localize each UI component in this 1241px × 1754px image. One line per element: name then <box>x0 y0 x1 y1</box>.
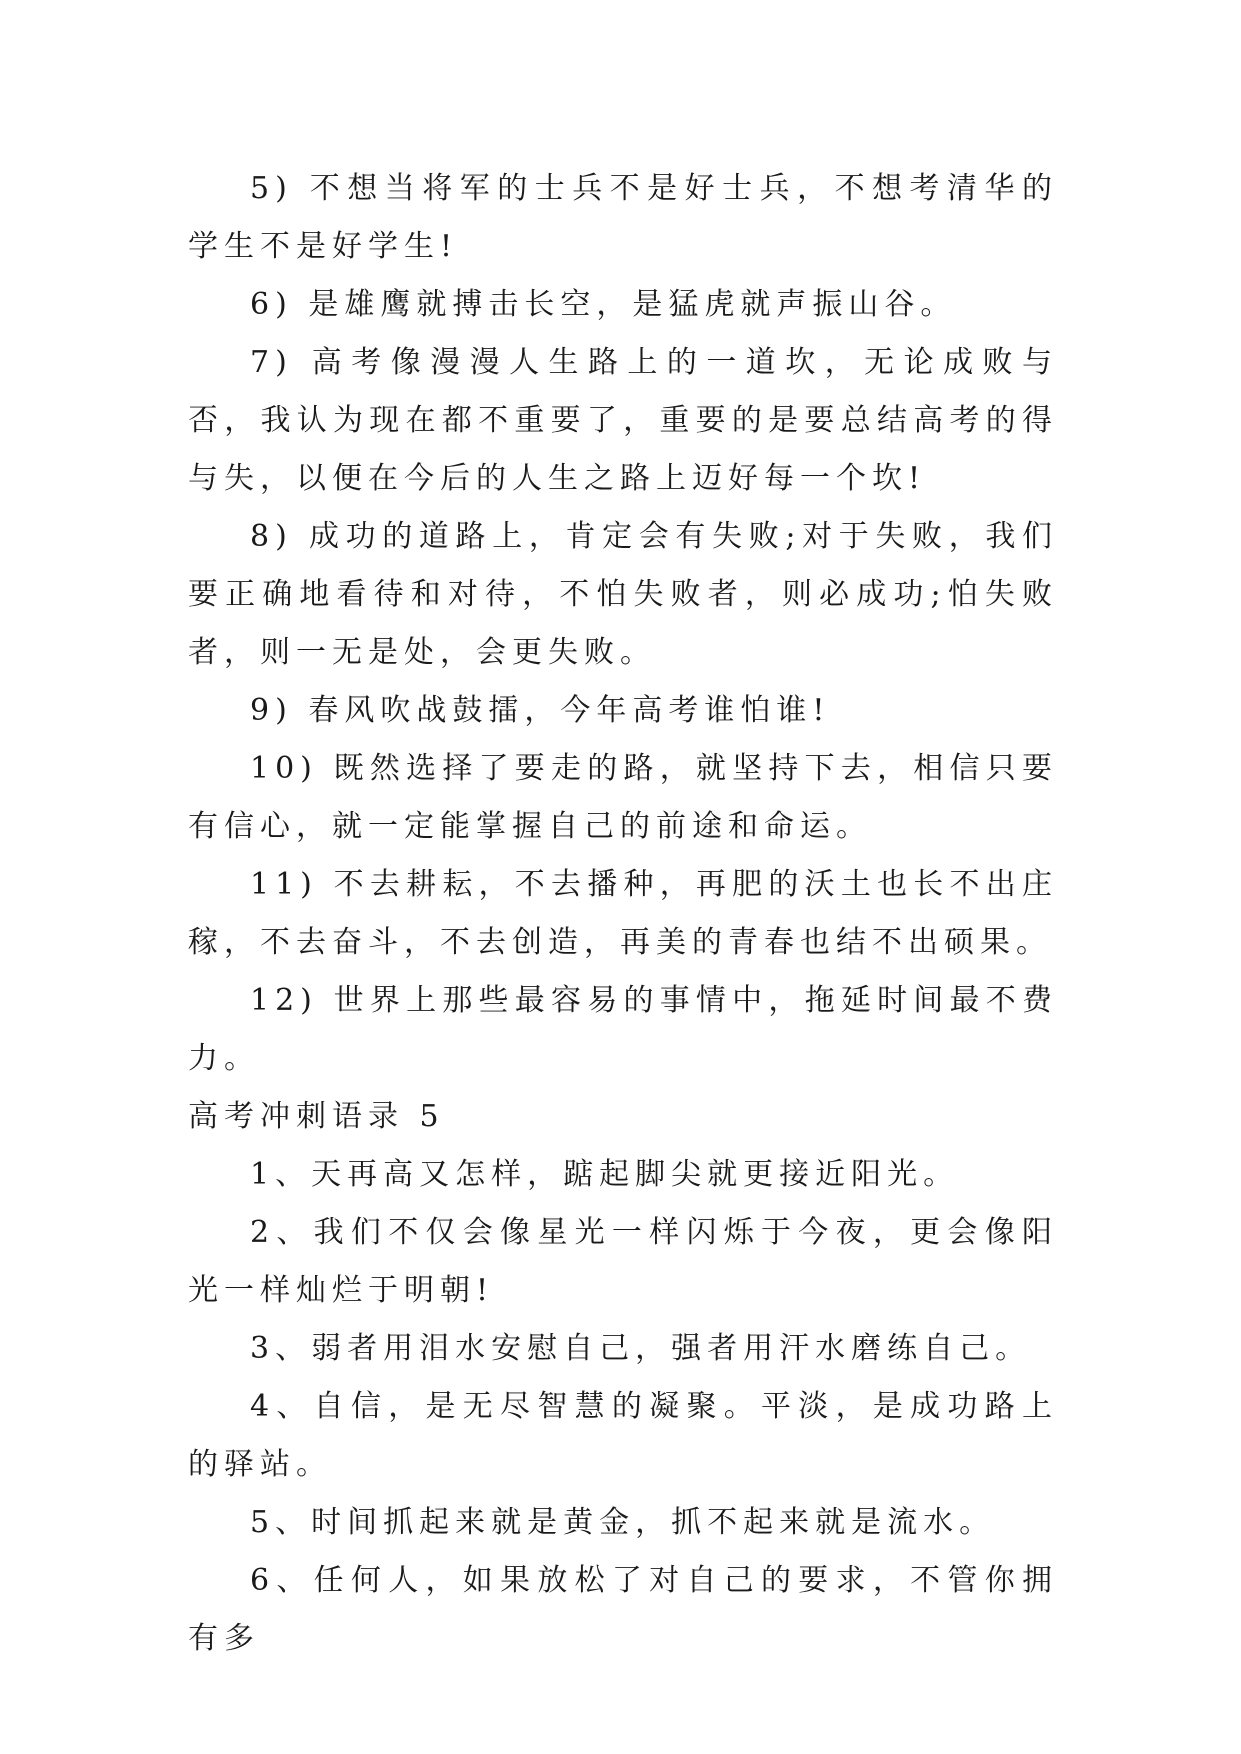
quote-item-b2: 2、我们不仅会像星光一样闪烁于今夜，更会像阳光一样灿烂于明朝! <box>188 1215 1058 1308</box>
quote-item-9: 9) 春风吹战鼓擂，今年高考谁怕谁! <box>250 693 831 728</box>
quote-item-b4: 4、自信，是无尽智慧的凝聚。平淡，是成功路上的驿站。 <box>188 1389 1058 1482</box>
quote-item-b3: 3、弱者用泪水安慰自己，强者用汗水磨练自己。 <box>250 1331 1032 1366</box>
quote-item-b1: 1、天再高又怎样，踮起脚尖就更接近阳光。 <box>250 1157 960 1192</box>
quote-item-7: 7) 高考像漫漫人生路上的一道坎，无论成败与否，我认为现在都不重要了，重要的是要总结高考的得与失，以便在今后的人生之路上迈好每一个坎! <box>188 345 1058 496</box>
quote-item-8: 8) 成功的道路上，肯定会有失败;对于失败，我们要正确地看待和对待，不怕失败者，则必成功;怕失败者，则一无是处，会更失败。 <box>188 519 1058 670</box>
document-page <box>188 160 1058 1720</box>
quote-item-b5: 5、时间抓起来就是黄金，抓不起来就是流水。 <box>250 1505 996 1540</box>
quote-item-6: 6) 是雄鹰就搏击长空，是猛虎就声振山谷。 <box>250 287 957 322</box>
section-heading: 高考冲刺语录 5 <box>188 1099 445 1134</box>
quote-item-10: 10) 既然选择了要走的路，就坚持下去，相信只要有信心，就一定能掌握自己的前途和命运。 <box>188 751 1058 844</box>
quote-item-5: 5) 不想当将军的士兵不是好士兵，不想考清华的学生不是好学生! <box>188 171 1058 264</box>
quote-item-12: 12) 世界上那些最容易的事情中，拖延时间最不费力。 <box>188 983 1058 1076</box>
quote-item-11: 11) 不去耕耘，不去播种，再肥的沃土也长不出庄稼，不去奋斗，不去创造，再美的青春也结不出硕果。 <box>188 867 1058 960</box>
quote-item-b6: 6、任何人，如果放松了对自己的要求，不管你拥有多 <box>188 1563 1058 1656</box>
